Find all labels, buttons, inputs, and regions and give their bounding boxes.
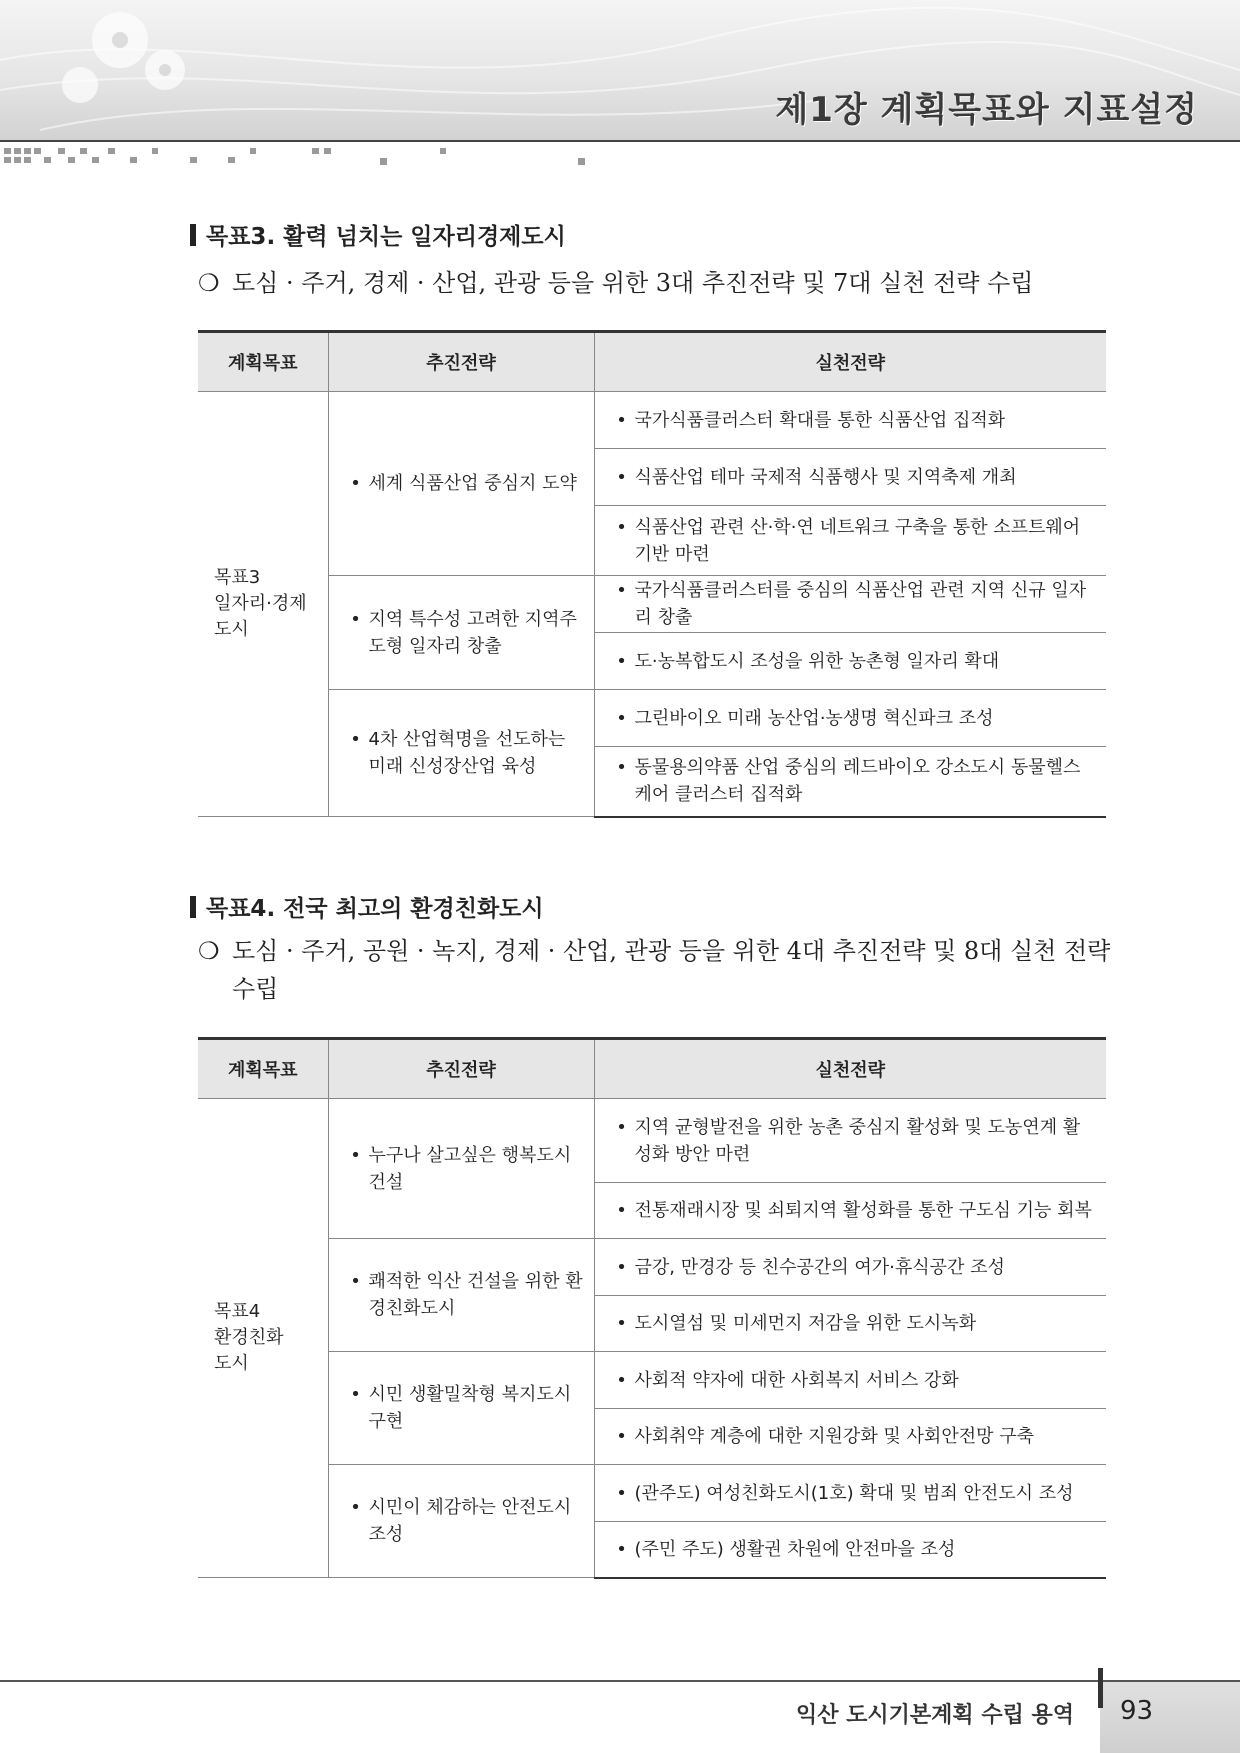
goal-cell: 목표3 일자리·경제 도시	[198, 392, 328, 817]
strategy-cell: • 지역 특수성 고려한 지역주도형 일자리 창출	[328, 576, 594, 690]
footer-tick-mark	[1098, 1668, 1103, 1708]
goal3-strategy-table	[198, 330, 1106, 818]
column-header: 추진전략	[328, 332, 594, 392]
column-header: 계획목표	[198, 332, 328, 392]
chapter-title: 제1장 계획목표와 지표설정	[775, 90, 1198, 130]
header-divider	[0, 140, 1240, 142]
action-cell: • 그린바이오 미래 농산업·농생명 혁신파크 조성	[594, 690, 1106, 747]
column-header: 실천전략	[594, 1039, 1106, 1099]
strategy-cell: • 쾌적한 익산 건설을 위한 환경친화도시	[328, 1239, 594, 1352]
strategy-cell: • 4차 산업혁명을 선도하는 미래 신성장산업 육성	[328, 690, 594, 817]
action-cell: • 사회적 약자에 대한 사회복지 서비스 강화	[594, 1352, 1106, 1409]
action-cell: • 식품산업 관련 산·학·연 네트워크 구축을 통한 소프트웨어 기반 마련	[594, 506, 1106, 576]
footer-divider	[0, 1680, 1240, 1682]
action-cell: • 금강, 만경강 등 친수공간의 여가·휴식공간 조성	[594, 1239, 1106, 1296]
decorative-dot-pattern	[0, 146, 600, 168]
strategy-cell: • 시민이 체감하는 안전도시 조성	[328, 1465, 594, 1578]
action-cell: • 사회취약 계층에 대한 지원강화 및 사회안전망 구축	[594, 1409, 1106, 1465]
goal3-heading: 목표3. 활력 넘치는 일자리경제도시	[190, 218, 566, 251]
strategy-cell: • 세계 식품산업 중심지 도약	[328, 392, 594, 576]
column-header: 계획목표	[198, 1039, 328, 1099]
header-banner	[0, 0, 1240, 140]
goal4-description: ❍ 도심 · 주거, 공원 · 녹지, 경제 · 산업, 관광 등을 위한 4대 추진전략 및 8대 실천 전략 수립	[198, 932, 1118, 1008]
action-cell: • (관주도) 여성친화도시(1호) 확대 및 범죄 안전도시 조성	[594, 1465, 1106, 1522]
action-cell: • 동물용의약품 산업 중심의 레드바이오 강소도시 동물헬스케어 클러스터 집적화	[594, 747, 1106, 817]
action-cell: • (주민 주도) 생활권 차원에 안전마을 조성	[594, 1522, 1106, 1578]
action-cell: • 지역 균형발전을 위한 농촌 중심지 활성화 및 도농연계 활성화 방안 마련	[594, 1099, 1106, 1183]
column-header: 실천전략	[594, 332, 1106, 392]
page-number: 93	[1120, 1696, 1154, 1726]
action-cell: • 국가식품클러스터를 중심의 식품산업 관련 지역 신규 일자리 창출	[594, 576, 1106, 633]
action-cell: • 국가식품클러스터 확대를 통한 식품산업 집적화	[594, 392, 1106, 449]
footer-title: 익산 도시기본계획 수립 용역	[795, 1703, 1074, 1728]
strategy-cell: • 누구나 살고싶은 행복도시 건설	[328, 1099, 594, 1239]
circle-bullet-icon: ❍	[198, 269, 220, 297]
strategy-cell: • 시민 생활밀착형 복지도시 구현	[328, 1352, 594, 1465]
action-cell: • 도·농복합도시 조성을 위한 농촌형 일자리 확대	[594, 633, 1106, 690]
circle-bullet-icon: ❍	[198, 937, 220, 965]
heading-bar-icon	[190, 224, 196, 246]
goal-cell: 목표4 환경친화 도시	[198, 1099, 328, 1578]
column-header: 추진전략	[328, 1039, 594, 1099]
goal4-strategy-table	[198, 1037, 1106, 1579]
action-cell: • 전통재래시장 및 쇠퇴지역 활성화를 통한 구도심 기능 회복	[594, 1183, 1106, 1239]
action-cell: • 식품산업 테마 국제적 식품행사 및 지역축제 개최	[594, 449, 1106, 506]
heading-bar-icon	[190, 896, 196, 918]
goal4-heading: 목표4. 전국 최고의 환경친화도시	[190, 890, 544, 923]
goal3-description: ❍ 도심 · 주거, 경제 · 산업, 관광 등을 위한 3대 추진전략 및 7대 실천 전략 수립	[198, 264, 1118, 302]
action-cell: • 도시열섬 및 미세먼지 저감을 위한 도시녹화	[594, 1296, 1106, 1352]
